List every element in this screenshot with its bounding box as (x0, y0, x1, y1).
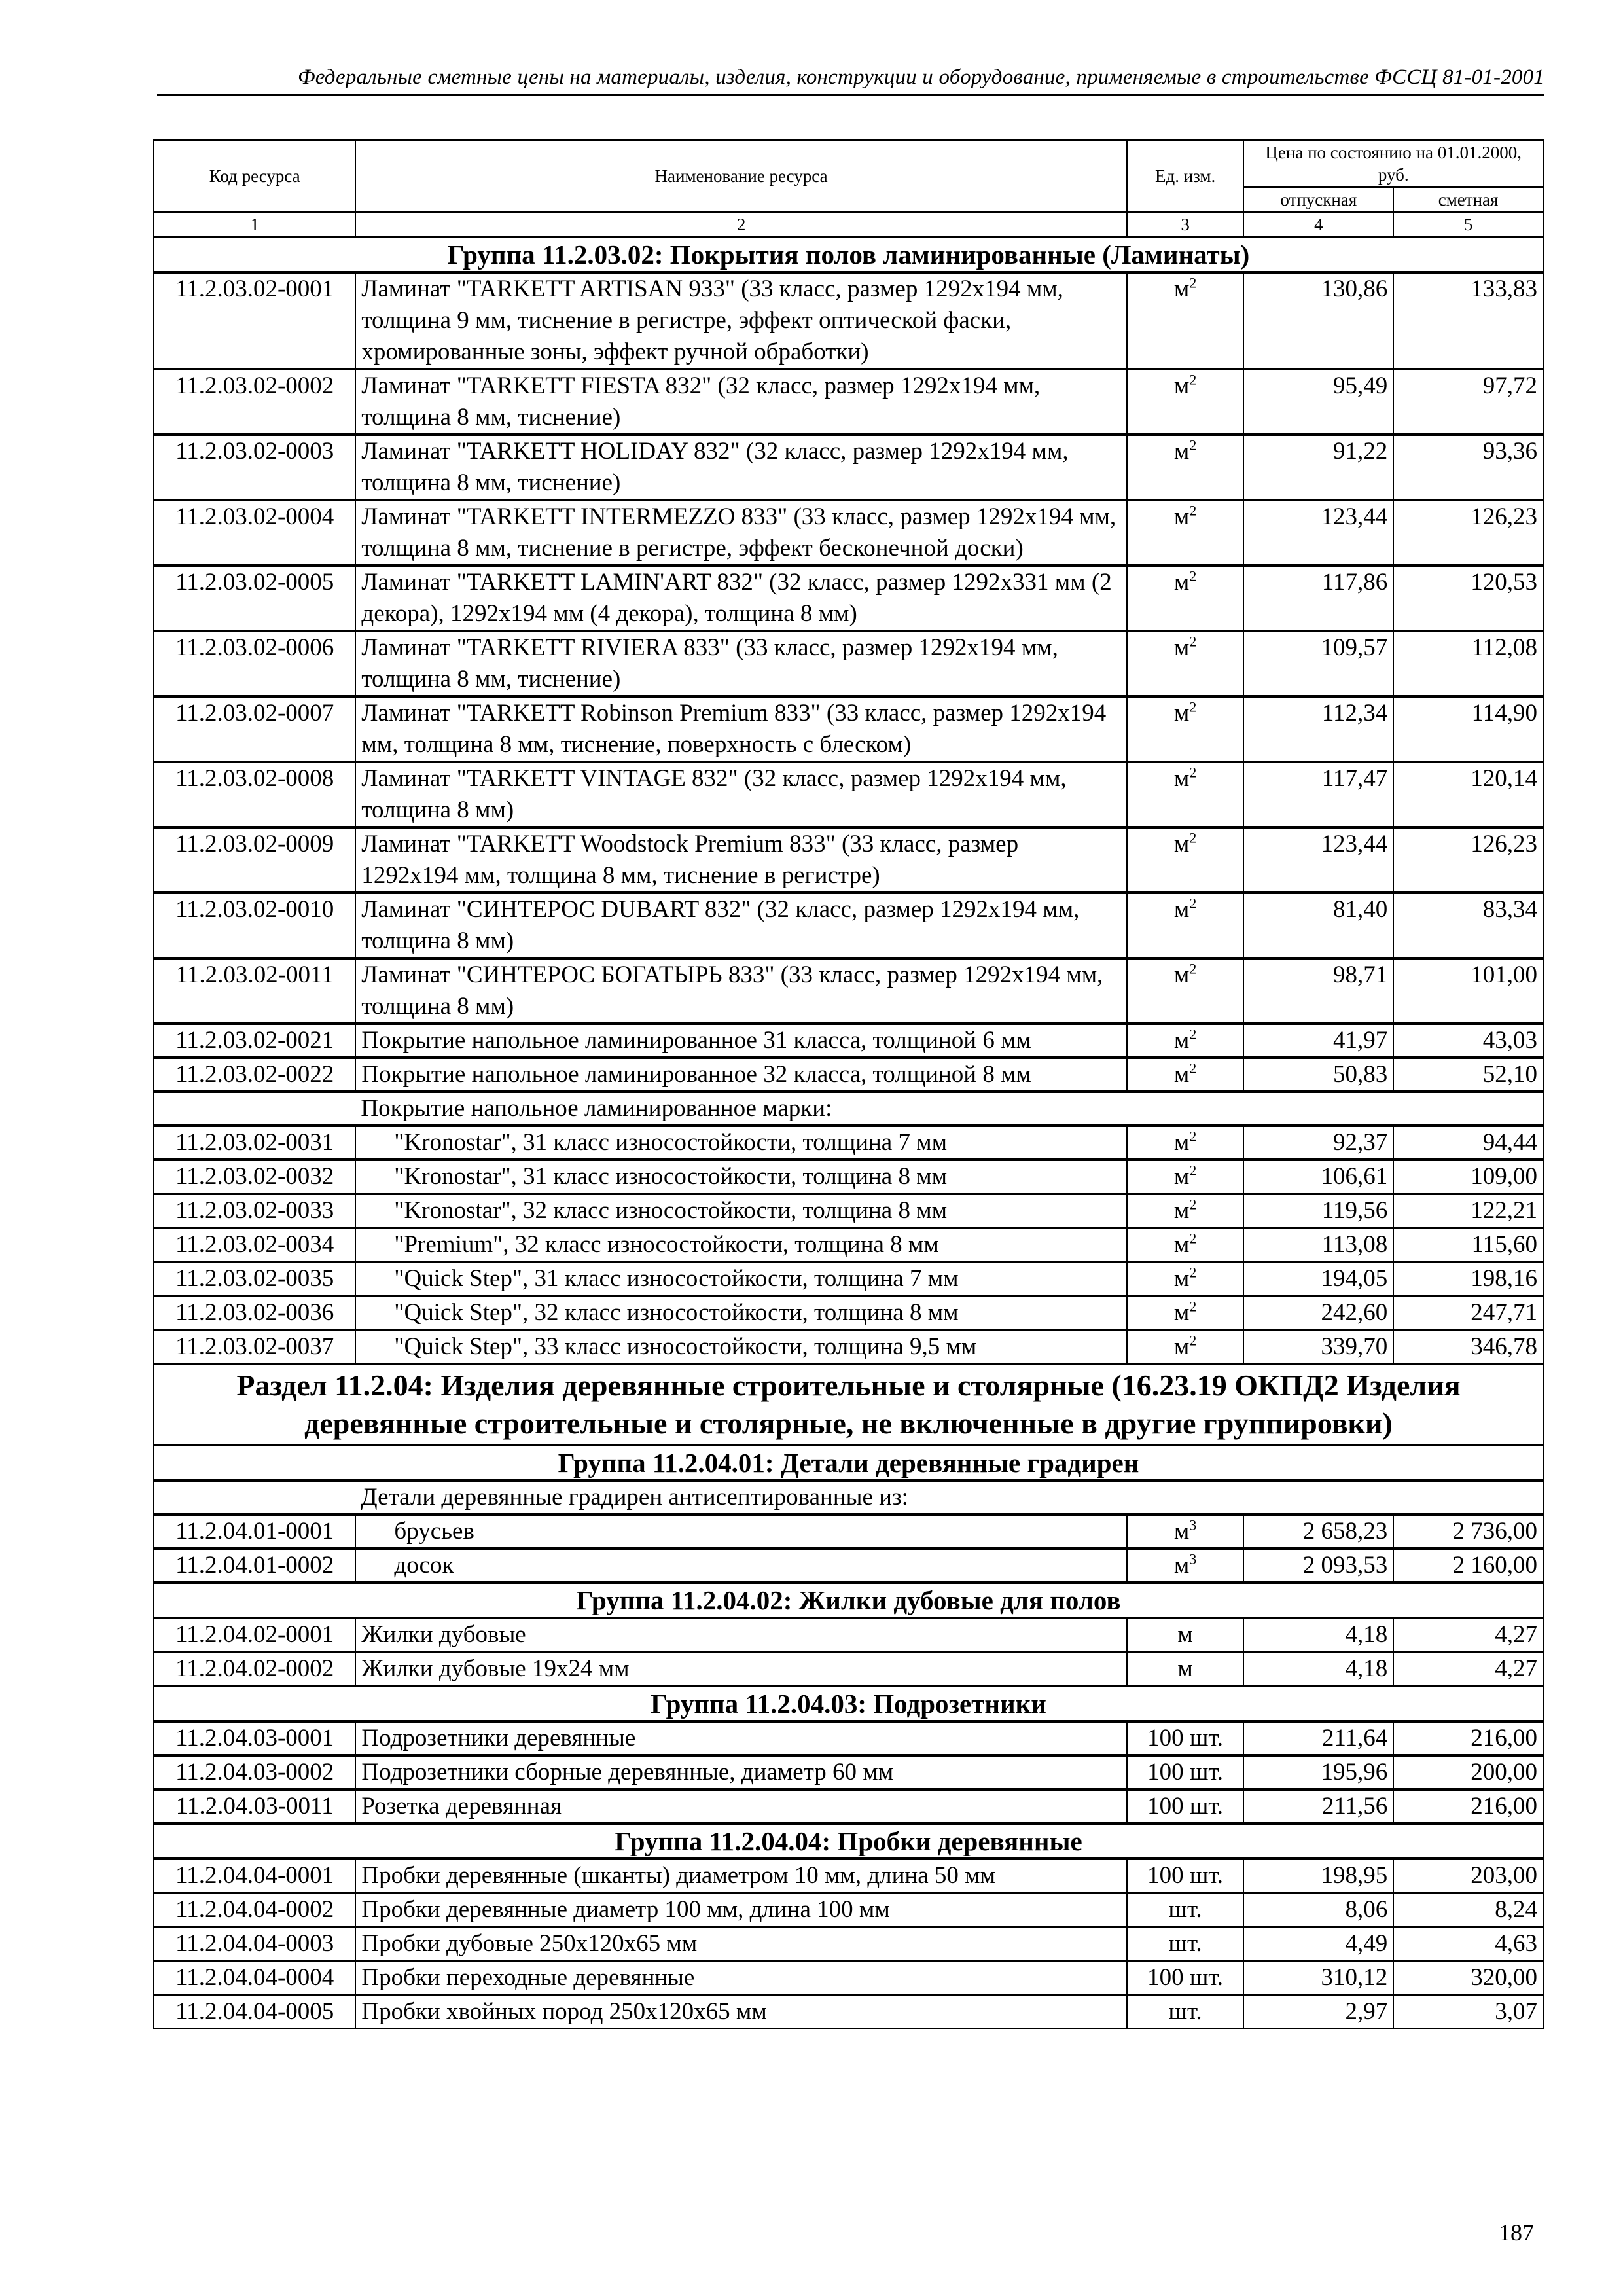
table-row (154, 696, 1543, 762)
table-row (154, 1058, 1543, 1092)
table-row (154, 958, 1543, 1024)
table-row (154, 369, 1543, 435)
estimate-price: 133,83 (1393, 272, 1543, 369)
resource-code: 11.2.04.04-0003 (154, 1927, 355, 1961)
unit-text: м (1177, 1621, 1193, 1648)
resource-name: "Kronostar", 32 класс износостойкости, толщина 8 мм (355, 1194, 1126, 1228)
group-title: Группа 11.2.04.01: Детали деревянные градирен (154, 1445, 1543, 1480)
unit-cell (1127, 272, 1244, 369)
resource-name: Ламинат "СИНТЕРОС БОГАТЫРЬ 833" (33 класс, размер 1292x194 мм, толщина 8 мм) (355, 958, 1126, 1024)
unit-text: м (1173, 1027, 1190, 1054)
resource-code: 11.2.03.02-0035 (154, 1262, 355, 1296)
unit-cell (1127, 1652, 1244, 1686)
group-heading-row (154, 237, 1543, 272)
unit-cell (1127, 958, 1244, 1024)
table-row (154, 1228, 1543, 1262)
resource-code: 11.2.04.01-0002 (154, 1549, 355, 1583)
resource-code: 11.2.04.04-0002 (154, 1893, 355, 1927)
column-header-estimate-price: сметная (1393, 187, 1543, 212)
unit-exponent: 2 (1189, 274, 1197, 291)
unit-cell (1127, 1515, 1244, 1549)
estimate-price: 200,00 (1393, 1755, 1543, 1789)
unit-text: м (1173, 372, 1190, 399)
resource-code: 11.2.04.04-0001 (154, 1859, 355, 1893)
unit-cell (1127, 565, 1244, 631)
resource-name: "Premium", 32 класс износостойкости, толщина 8 мм (355, 1228, 1126, 1262)
release-price: 112,34 (1243, 696, 1393, 762)
resource-code: 11.2.03.02-0004 (154, 500, 355, 565)
resource-code: 11.2.03.02-0011 (154, 958, 355, 1024)
subheading-row (154, 1092, 1543, 1126)
unit-cell (1127, 1995, 1244, 2028)
unit-text: 100 шт. (1147, 1725, 1224, 1751)
release-price: 4,49 (1243, 1927, 1393, 1961)
table-row (154, 1515, 1543, 1549)
unit-cell (1127, 1893, 1244, 1927)
resource-name: Ламинат "TARKETT HOLIDAY 832" (32 класс, размер 1292x194 мм, толщина 8 мм, тиснение) (355, 435, 1126, 500)
resource-code: 11.2.04.04-0005 (154, 1995, 355, 2028)
unit-exponent: 2 (1189, 1298, 1197, 1315)
unit-exponent: 2 (1189, 371, 1197, 388)
unit-text: м (1173, 1197, 1190, 1224)
estimate-price: 216,00 (1393, 1721, 1543, 1755)
release-price: 195,96 (1243, 1755, 1393, 1789)
estimate-price: 101,00 (1393, 958, 1543, 1024)
release-price: 50,83 (1243, 1058, 1393, 1092)
column-number: 2 (355, 212, 1126, 237)
resource-code: 11.2.03.02-0036 (154, 1296, 355, 1330)
unit-cell (1127, 631, 1244, 696)
resource-code: 11.2.03.02-0032 (154, 1160, 355, 1194)
resource-name: Пробки хвойных пород 250x120x65 мм (355, 1995, 1126, 2028)
unit-text: м (1173, 1552, 1190, 1579)
unit-cell (1127, 1961, 1244, 1995)
unit-text: м (1173, 503, 1190, 530)
release-price: 211,56 (1243, 1789, 1393, 1823)
group-title: Группа 11.2.04.02: Жилки дубовые для полов (154, 1583, 1543, 1618)
unit-exponent: 3 (1189, 1516, 1197, 1534)
unit-cell (1127, 1721, 1244, 1755)
unit-text: м (1173, 1333, 1190, 1360)
unit-exponent: 2 (1189, 895, 1197, 912)
unit-cell (1127, 1160, 1244, 1194)
unit-text: м (1173, 700, 1190, 726)
subheading-text: Детали деревянные градирен антисептированные из: (355, 1480, 1543, 1515)
unit-text: 100 шт. (1147, 1759, 1224, 1785)
table-row (154, 631, 1543, 696)
unit-cell (1127, 1859, 1244, 1893)
resource-name: Ламинат "TARKETT Robinson Premium 833" (33 класс, размер 1292x194 мм, толщина 8 мм, тиснение, поверхность с блеском) (355, 696, 1126, 762)
unit-exponent: 2 (1189, 1264, 1197, 1281)
estimate-price: 120,14 (1393, 762, 1543, 827)
resource-name: Розетка деревянная (355, 1789, 1126, 1823)
resource-name: Пробки деревянные (шканты) диаметром 10 мм, длина 50 мм (355, 1859, 1126, 1893)
resource-name: Ламинат "СИНТЕРОС DUBART 832" (32 класс, размер 1292x194 мм, толщина 8 мм) (355, 893, 1126, 958)
unit-text: м (1173, 1231, 1190, 1258)
resource-name: Ламинат "TARKETT FIESTA 832" (32 класс, размер 1292x194 мм, толщина 8 мм, тиснение) (355, 369, 1126, 435)
table-row (154, 1721, 1543, 1755)
section-heading-row (154, 1364, 1543, 1445)
unit-text: м (1173, 961, 1190, 988)
resource-code: 11.2.03.02-0007 (154, 696, 355, 762)
estimate-price: 126,23 (1393, 827, 1543, 893)
estimate-price: 2 736,00 (1393, 1515, 1543, 1549)
release-price: 109,57 (1243, 631, 1393, 696)
unit-cell (1127, 893, 1244, 958)
resource-name: Покрытие напольное ламинированное 31 класса, толщиной 6 мм (355, 1024, 1126, 1058)
unit-cell (1127, 1262, 1244, 1296)
estimate-price: 43,03 (1393, 1024, 1543, 1058)
resource-name: Жилки дубовые 19x24 мм (355, 1652, 1126, 1686)
table-row (154, 893, 1543, 958)
unit-exponent: 2 (1189, 633, 1197, 650)
resource-name: Подрозетники сборные деревянные, диаметр 60 мм (355, 1755, 1126, 1789)
estimate-price: 94,44 (1393, 1126, 1543, 1160)
table-body (154, 237, 1543, 2028)
unit-text: м (1173, 1061, 1190, 1088)
release-price: 92,37 (1243, 1126, 1393, 1160)
unit-text: шт. (1168, 1998, 1202, 2025)
release-price: 198,95 (1243, 1859, 1393, 1893)
release-price: 117,86 (1243, 565, 1393, 631)
empty-cell (154, 1092, 355, 1126)
release-price: 8,06 (1243, 1893, 1393, 1927)
group-title: Группа 11.2.03.02: Покрытия полов ламинированные (Ламинаты) (154, 237, 1543, 272)
unit-cell (1127, 1330, 1244, 1364)
resource-name: "Kronostar", 31 класс износостойкости, толщина 8 мм (355, 1160, 1126, 1194)
resource-code: 11.2.03.02-0006 (154, 631, 355, 696)
unit-text: м (1173, 438, 1190, 465)
table-row (154, 827, 1543, 893)
resource-name: Ламинат "TARKETT RIVIERA 833" (33 класс, размер 1292x194 мм, толщина 8 мм, тиснение) (355, 631, 1126, 696)
subheading-row (154, 1480, 1543, 1515)
unit-text: шт. (1168, 1896, 1202, 1923)
unit-cell (1127, 500, 1244, 565)
resource-code: 11.2.03.02-0001 (154, 272, 355, 369)
unit-exponent: 2 (1189, 1128, 1197, 1145)
estimate-price: 114,90 (1393, 696, 1543, 762)
release-price: 4,18 (1243, 1652, 1393, 1686)
table-row (154, 1789, 1543, 1823)
unit-text: м (1173, 831, 1190, 857)
table-row (154, 1296, 1543, 1330)
resource-name: "Quick Step", 32 класс износостойкости, толщина 8 мм (355, 1296, 1126, 1330)
release-price: 117,47 (1243, 762, 1393, 827)
estimate-price: 203,00 (1393, 1859, 1543, 1893)
release-price: 98,71 (1243, 958, 1393, 1024)
table-row (154, 1755, 1543, 1789)
estimate-price: 109,00 (1393, 1160, 1543, 1194)
column-header-price: Цена по состоянию на 01.01.2000, руб. (1243, 140, 1543, 187)
group-heading-row (154, 1445, 1543, 1480)
price-table (153, 139, 1544, 2029)
unit-cell (1127, 1228, 1244, 1262)
group-title: Группа 11.2.04.04: Пробки деревянные (154, 1823, 1543, 1859)
estimate-price: 8,24 (1393, 1893, 1543, 1927)
resource-code: 11.2.03.02-0009 (154, 827, 355, 893)
table-row (154, 565, 1543, 631)
unit-exponent: 2 (1189, 960, 1197, 977)
unit-text: м (1173, 569, 1190, 596)
release-price: 119,56 (1243, 1194, 1393, 1228)
estimate-price: 320,00 (1393, 1961, 1543, 1995)
column-number: 3 (1127, 212, 1244, 237)
table-row (154, 1262, 1543, 1296)
group-heading-row (154, 1583, 1543, 1618)
group-title: Группа 11.2.04.03: Подрозетники (154, 1686, 1543, 1721)
unit-cell (1127, 1296, 1244, 1330)
unit-text: 100 шт. (1147, 1793, 1224, 1820)
unit-cell (1127, 762, 1244, 827)
unit-exponent: 2 (1189, 567, 1197, 584)
release-price: 106,61 (1243, 1160, 1393, 1194)
unit-exponent: 2 (1189, 764, 1197, 781)
empty-cell (154, 1480, 355, 1515)
unit-cell (1127, 435, 1244, 500)
unit-cell (1127, 1024, 1244, 1058)
resource-name: Ламинат "TARKETT INTERMEZZO 833" (33 класс, размер 1292x194 мм, толщина 8 мм, тиснение в регистре, эффект бесконечной доски) (355, 500, 1126, 565)
release-price: 242,60 (1243, 1296, 1393, 1330)
table-row (154, 435, 1543, 500)
unit-exponent: 2 (1189, 829, 1197, 846)
resource-code: 11.2.04.03-0001 (154, 1721, 355, 1755)
release-price: 113,08 (1243, 1228, 1393, 1262)
resource-name: Пробки дубовые 250x120x65 мм (355, 1927, 1126, 1961)
section-title: Раздел 11.2.04: Изделия деревянные строительные и столярные (16.23.19 ОКПД2 Изделия деревянные строительные и столярные, не включенные в другие группировки) (154, 1364, 1543, 1445)
estimate-price: 4,63 (1393, 1927, 1543, 1961)
unit-cell (1127, 1194, 1244, 1228)
resource-code: 11.2.03.02-0034 (154, 1228, 355, 1262)
resource-code: 11.2.03.02-0002 (154, 369, 355, 435)
estimate-price: 83,34 (1393, 893, 1543, 958)
unit-text: м (1177, 1655, 1193, 1682)
release-price: 95,49 (1243, 369, 1393, 435)
table-row (154, 1652, 1543, 1686)
release-price: 2,97 (1243, 1995, 1393, 2028)
estimate-price: 4,27 (1393, 1618, 1543, 1652)
resource-name: Пробки переходные деревянные (355, 1961, 1126, 1995)
table-row (154, 1330, 1543, 1364)
resource-code: 11.2.03.02-0021 (154, 1024, 355, 1058)
table-row (154, 1927, 1543, 1961)
table-row (154, 1549, 1543, 1583)
release-price: 123,44 (1243, 827, 1393, 893)
estimate-price: 115,60 (1393, 1228, 1543, 1262)
column-number: 1 (154, 212, 355, 237)
unit-exponent: 2 (1189, 698, 1197, 715)
unit-exponent: 2 (1189, 1332, 1197, 1349)
resource-name: Ламинат "TARKETT ARTISAN 933" (33 класс, размер 1292x194 мм, толщина 9 мм, тиснение в регистре, эффект оптической фаски, хромированные зоны, эффект ручной обработки) (355, 272, 1126, 369)
unit-text: 100 шт. (1147, 1862, 1224, 1889)
estimate-price: 247,71 (1393, 1296, 1543, 1330)
release-price: 4,18 (1243, 1618, 1393, 1652)
unit-text: м (1173, 1163, 1190, 1190)
unit-text: 100 шт. (1147, 1964, 1224, 1991)
estimate-price: 4,27 (1393, 1652, 1543, 1686)
table-row (154, 500, 1543, 565)
column-header-unit: Ед. изм. (1127, 140, 1244, 212)
unit-cell (1127, 1927, 1244, 1961)
column-header-release-price: отпускная (1243, 187, 1393, 212)
table-row (154, 1194, 1543, 1228)
table-row (154, 1995, 1543, 2028)
resource-name: Жилки дубовые (355, 1618, 1126, 1652)
resource-name: Покрытие напольное ламинированное 32 класса, толщиной 8 мм (355, 1058, 1126, 1092)
release-price: 194,05 (1243, 1262, 1393, 1296)
table-row (154, 762, 1543, 827)
table-row (154, 1859, 1543, 1893)
resource-name: досок (355, 1549, 1126, 1583)
unit-exponent: 3 (1189, 1551, 1197, 1568)
table-row (154, 272, 1543, 369)
release-price: 2 093,53 (1243, 1549, 1393, 1583)
resource-code: 11.2.04.02-0001 (154, 1618, 355, 1652)
page-number: 187 (1499, 2219, 1534, 2246)
unit-text: м (1173, 765, 1190, 792)
resource-name: Пробки деревянные диаметр 100 мм, длина 100 мм (355, 1893, 1126, 1927)
resource-code: 11.2.04.04-0004 (154, 1961, 355, 1995)
release-price: 41,97 (1243, 1024, 1393, 1058)
resource-code: 11.2.03.02-0033 (154, 1194, 355, 1228)
resource-name: Ламинат "TARKETT VINTAGE 832" (32 класс, размер 1292x194 мм, толщина 8 мм) (355, 762, 1126, 827)
estimate-price: 216,00 (1393, 1789, 1543, 1823)
unit-cell (1127, 1058, 1244, 1092)
column-number: 4 (1243, 212, 1393, 237)
resource-code: 11.2.03.02-0008 (154, 762, 355, 827)
estimate-price: 52,10 (1393, 1058, 1543, 1092)
release-price: 130,86 (1243, 272, 1393, 369)
release-price: 123,44 (1243, 500, 1393, 565)
unit-cell (1127, 1618, 1244, 1652)
unit-cell (1127, 1549, 1244, 1583)
release-price: 2 658,23 (1243, 1515, 1393, 1549)
release-price: 310,12 (1243, 1961, 1393, 1995)
resource-code: 11.2.03.02-0031 (154, 1126, 355, 1160)
estimate-price: 112,08 (1393, 631, 1543, 696)
unit-text: м (1173, 896, 1190, 923)
group-heading-row (154, 1686, 1543, 1721)
estimate-price: 97,72 (1393, 369, 1543, 435)
unit-exponent: 2 (1189, 1162, 1197, 1179)
estimate-price: 93,36 (1393, 435, 1543, 500)
table-row (154, 1024, 1543, 1058)
resource-name: Ламинат "TARKETT LAMIN'ART 832" (32 класс, размер 1292x331 мм (2 декора), 1292x194 мм (4 декора), толщина 8 мм) (355, 565, 1126, 631)
resource-code: 11.2.03.02-0003 (154, 435, 355, 500)
release-price: 81,40 (1243, 893, 1393, 958)
unit-exponent: 2 (1189, 502, 1197, 519)
unit-text: м (1173, 634, 1190, 661)
table-row (154, 1618, 1543, 1652)
estimate-price: 3,07 (1393, 1995, 1543, 2028)
subheading-text: Покрытие напольное ламинированное марки: (355, 1092, 1543, 1126)
column-number: 5 (1393, 212, 1543, 237)
estimate-price: 2 160,00 (1393, 1549, 1543, 1583)
resource-name: Подрозетники деревянные (355, 1721, 1126, 1755)
unit-text: м (1173, 1265, 1190, 1292)
running-header: Федеральные сметные цены на материалы, изделия, конструкции и оборудование, применяемые в строительстве ФССЦ 81-01-2001 (157, 65, 1544, 96)
unit-cell (1127, 369, 1244, 435)
resource-code: 11.2.03.02-0005 (154, 565, 355, 631)
resource-code: 11.2.04.02-0002 (154, 1652, 355, 1686)
estimate-price: 120,53 (1393, 565, 1543, 631)
unit-text: м (1173, 1299, 1190, 1326)
unit-exponent: 2 (1189, 1026, 1197, 1043)
unit-cell (1127, 1126, 1244, 1160)
unit-cell (1127, 827, 1244, 893)
table-row (154, 1893, 1543, 1927)
unit-cell (1127, 1789, 1244, 1823)
table-row (154, 1126, 1543, 1160)
release-price: 339,70 (1243, 1330, 1393, 1364)
resource-name: брусьев (355, 1515, 1126, 1549)
unit-exponent: 2 (1189, 437, 1197, 454)
column-header-name: Наименование ресурса (355, 140, 1126, 212)
estimate-price: 198,16 (1393, 1262, 1543, 1296)
unit-exponent: 2 (1189, 1060, 1197, 1077)
resource-code: 11.2.04.01-0001 (154, 1515, 355, 1549)
estimate-price: 126,23 (1393, 500, 1543, 565)
release-price: 211,64 (1243, 1721, 1393, 1755)
table-row (154, 1160, 1543, 1194)
resource-name: "Kronostar", 31 класс износостойкости, толщина 7 мм (355, 1126, 1126, 1160)
resource-code: 11.2.03.02-0010 (154, 893, 355, 958)
release-price: 91,22 (1243, 435, 1393, 500)
column-header-code: Код ресурса (154, 140, 355, 212)
unit-exponent: 2 (1189, 1230, 1197, 1247)
unit-cell (1127, 1755, 1244, 1789)
resource-code: 11.2.04.03-0011 (154, 1789, 355, 1823)
estimate-price: 346,78 (1393, 1330, 1543, 1364)
unit-text: м (1173, 1518, 1190, 1545)
resource-name: "Quick Step", 31 класс износостойкости, толщина 7 мм (355, 1262, 1126, 1296)
resource-name: Ламинат "TARKETT Woodstock Premium 833" (33 класс, размер 1292x194 мм, толщина 8 мм, тиснение в регистре) (355, 827, 1126, 893)
unit-text: м (1173, 1129, 1190, 1156)
unit-text: шт. (1168, 1930, 1202, 1957)
unit-cell (1127, 696, 1244, 762)
unit-exponent: 2 (1189, 1196, 1197, 1213)
resource-code: 11.2.03.02-0037 (154, 1330, 355, 1364)
resource-code: 11.2.04.03-0002 (154, 1755, 355, 1789)
resource-code: 11.2.03.02-0022 (154, 1058, 355, 1092)
estimate-price: 122,21 (1393, 1194, 1543, 1228)
table-row (154, 1961, 1543, 1995)
resource-name: "Quick Step", 33 класс износостойкости, толщина 9,5 мм (355, 1330, 1126, 1364)
group-heading-row (154, 1823, 1543, 1859)
unit-text: м (1173, 276, 1190, 302)
